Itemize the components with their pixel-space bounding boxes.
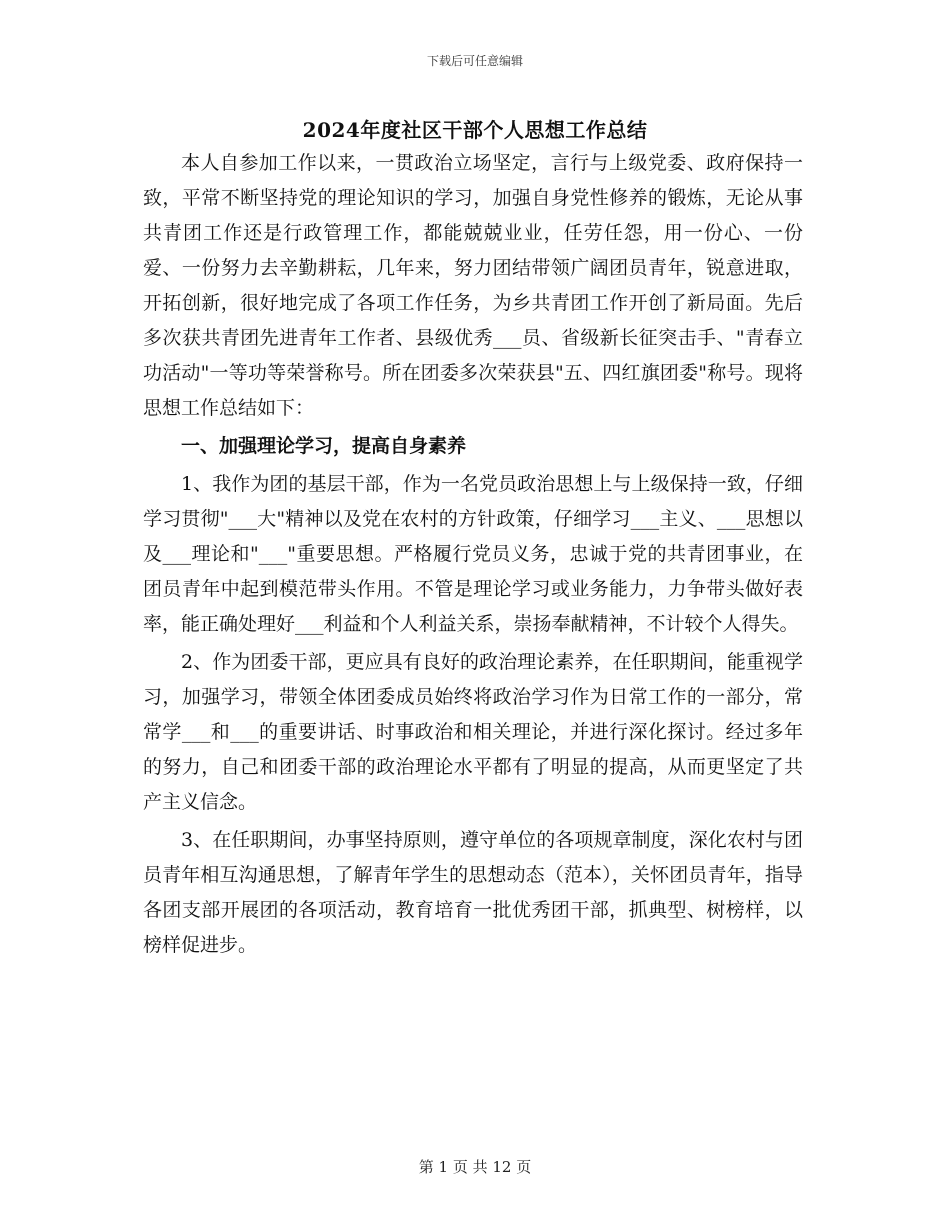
section-heading-1: 一、加强理论学习，提高自身素养	[181, 435, 467, 457]
paragraph-1: 1、我作为团的基层干部，作为一名党员政治思想上与上级保持一致，仔细学习贯彻"___大"精神以及党在农村的方针政策，仔细学习___主义、___思想以及___理论和"___"重要思想。严格履行党员义务，忠诚于党的共青团事业，在团员青年中起到模范带头作用。不管是理论学习或业务能力，力争带头做好表率，能正确处理好___利益和个人利益关系，崇扬奉献精神，不计较个人得失。	[143, 473, 803, 635]
document-body	[143, 146, 803, 963]
header-note: 下载后可任意编辑	[426, 54, 523, 68]
intro-paragraph: 本人自参加工作以来，一贯政治立场坚定，言行与上级党委、政府保持一致，平常不断坚持党的理论知识的学习，加强自身党性修养的锻炼，无论从事共青团工作还是行政管理工作，都能兢兢业业，任劳任怨，用一份心、一份爱、一份努力去辛勤耕耘，几年来，努力团结带领广阔团员青年，锐意进取，开拓创新，很好地完成了各项工作任务，为乡共青团工作开创了新局面。先后多次获共青团先进青年工作者、县级优秀___员、省级新长征突击手、"青春立功活动"一等功等荣誉称号。所在团委多次荣获县"五、四红旗团委"称号。现将思想工作总结如下：	[143, 152, 803, 419]
paragraph-3: 3、在任职期间，办事坚持原则，遵守单位的各项规章制度，深化农村与团员青年相互沟通思想，了解青年学生的思想动态（范本），关怀团员青年，指导各团支部开展团的各项活动，教育培育一批优秀团干部，抓典型、树榜样，以榜样促进步。	[143, 829, 803, 956]
paragraph-2: 2、作为团委干部，更应具有良好的政治理论素养，在任职期间，能重视学习，加强学习，带领全体团委成员始终将政治学习作为日常工作的一部分，常常学___和___的重要讲话、时事政治和相关理论，并进行深化探讨。经过多年的努力，自己和团委干部的政治理论水平都有了明显的提高，从而更坚定了共产主义信念。	[143, 651, 803, 813]
page-number: 第 1 页 共 12 页	[418, 1158, 532, 1176]
document-title: 2024年度社区干部个人思想工作总结	[302, 118, 648, 142]
